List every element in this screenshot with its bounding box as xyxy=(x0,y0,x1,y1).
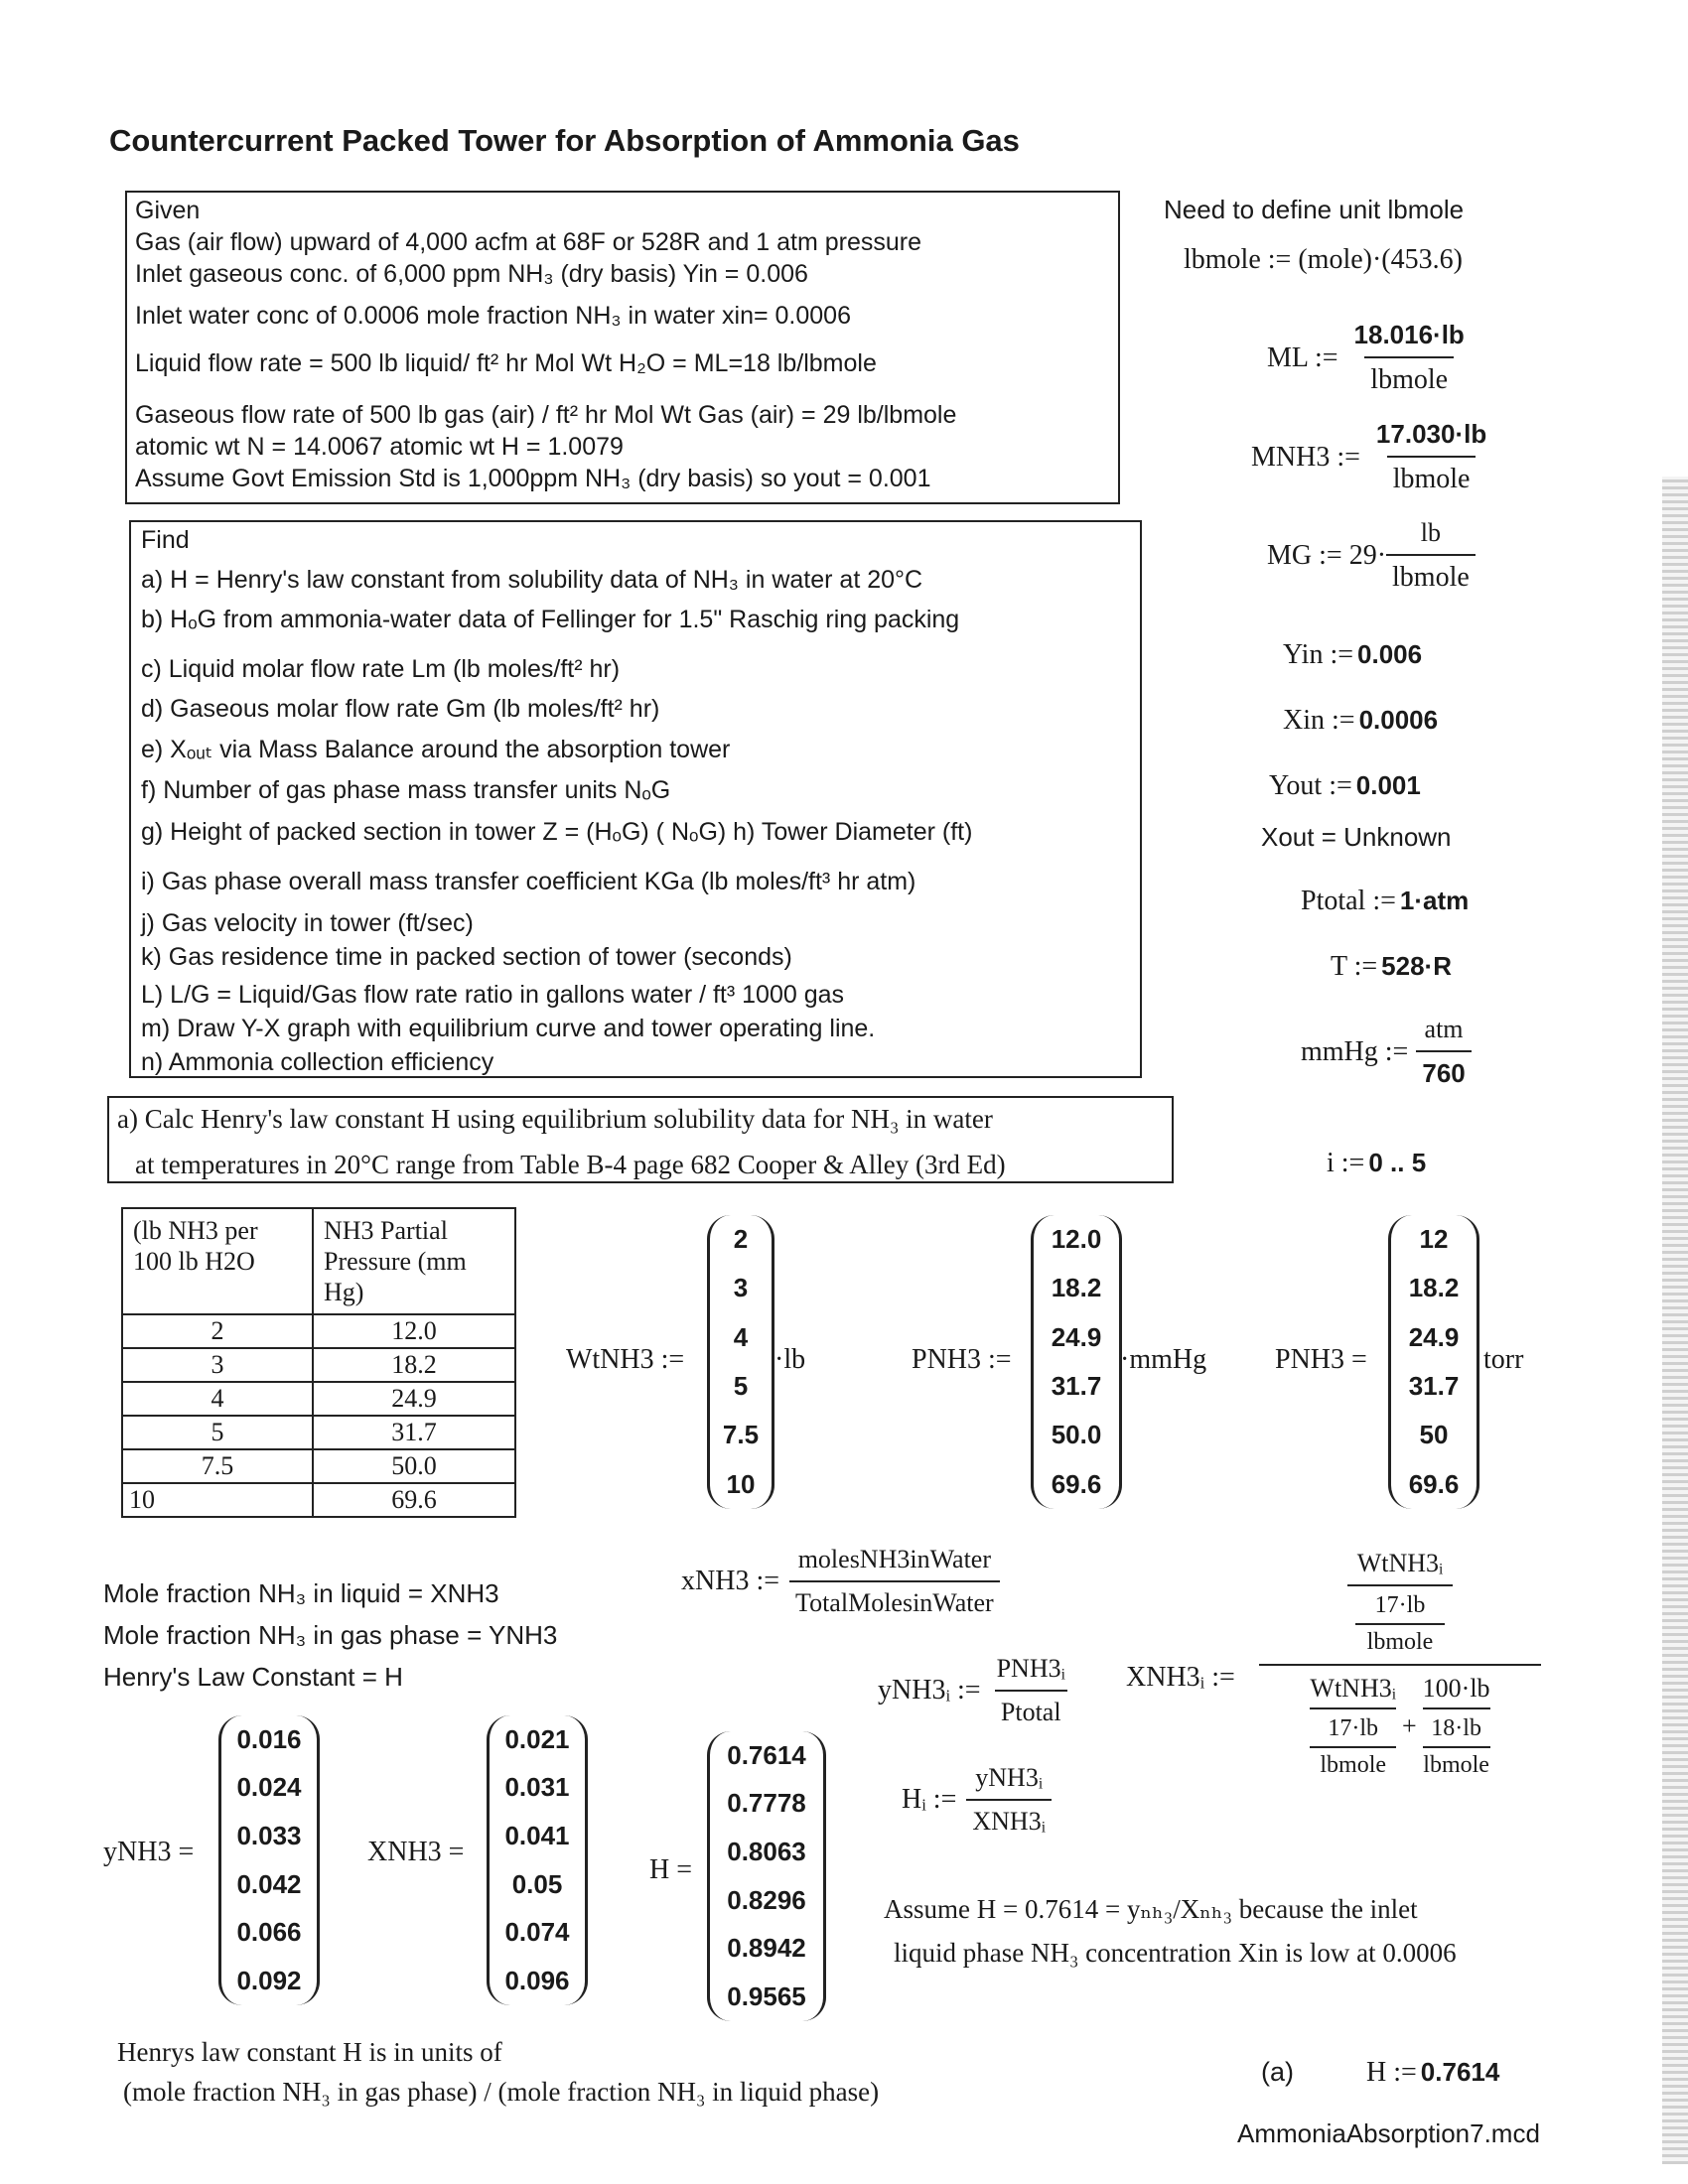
xnh3-denominator: TotalMolesinWater xyxy=(789,1580,1000,1618)
mnh3-numerator: 17.030·lb xyxy=(1375,419,1487,449)
mnh3-fraction xyxy=(1370,419,1492,495)
yin-definition xyxy=(1283,639,1422,671)
find-line-j: j) Gas velocity in tower (ft/sec) xyxy=(141,909,474,937)
find-box xyxy=(129,520,1142,1078)
yout-label: Yout := xyxy=(1269,770,1352,801)
matrix-cell: 0.092 xyxy=(236,1966,302,1996)
t-definition xyxy=(1331,951,1452,983)
assume-line-2: liquid phase NH₃ concentration Xin is low at 0.0006 xyxy=(894,1938,1457,1968)
mg-denominator: lbmole xyxy=(1386,554,1476,594)
xnh3i-den1-mid: 17·lb xyxy=(1310,1707,1396,1742)
xnh3i-num-mid xyxy=(1347,1584,1454,1619)
xnh3-definition xyxy=(681,1545,1000,1618)
ptotal-label: Ptotal := xyxy=(1301,886,1396,916)
xnh3-numerator: molesNH3inWater xyxy=(797,1545,992,1573)
need-unit-note: Need to define unit lbmole xyxy=(1164,195,1465,224)
mg-label: MG := 29· xyxy=(1267,540,1387,571)
ml-numerator: 18.016·lb xyxy=(1353,320,1465,349)
matrix-cell: 69.6 xyxy=(1408,1468,1460,1499)
mmhg-numerator: atm xyxy=(1424,1015,1464,1043)
find-line-l: L) L/G = Liquid/Gas flow rate ratio in gallons water / ft³ 1000 gas xyxy=(141,981,845,1009)
xnh3i-num-bot: lbmole xyxy=(1355,1623,1446,1656)
find-line-k: k) Gas residence time in packed section of tower (seconds) xyxy=(141,943,792,971)
matrix-cell: 10 xyxy=(726,1468,756,1499)
i-value: 0 .. 5 xyxy=(1368,1148,1427,1177)
xnh3i-denominator xyxy=(1259,1664,1541,1779)
answer-value: 0.7614 xyxy=(1420,2057,1500,2087)
matrix-cell: 5 xyxy=(733,1371,749,1402)
wtnh3-matrix xyxy=(707,1215,774,1509)
ml-label: ML := xyxy=(1267,341,1338,373)
find-line-n: n) Ammonia collection efficiency xyxy=(141,1048,494,1076)
i-label: i := xyxy=(1327,1148,1365,1178)
xnh3i-den2-mid: 18·lb xyxy=(1423,1707,1490,1742)
matrix-cell: 50.0 xyxy=(1051,1420,1102,1450)
matrix-cell: 18.2 xyxy=(1408,1273,1460,1303)
xnh3i-fraction xyxy=(1259,1549,1541,1779)
given-line-5: Gaseous flow rate of 500 lb gas (air) / ft² hr Mol Wt Gas (air) = 29 lb/lbmole xyxy=(135,401,957,429)
scan-edge xyxy=(1662,477,1688,2164)
ynh3i-label: yNH3ᵢ := xyxy=(878,1675,981,1706)
find-line-c: c) Liquid molar flow rate Lm (lb moles/ft² hr) xyxy=(141,655,621,683)
table-cell-wt: 4 xyxy=(122,1382,313,1416)
matrix-cell: 0.033 xyxy=(236,1821,302,1851)
page-title: Countercurrent Packed Tower for Absorption of Ammonia Gas xyxy=(109,123,1020,158)
find-line-f: f) Number of gas phase mass transfer units NₒG xyxy=(141,776,671,804)
find-line-m: m) Draw Y-X graph with equilibrium curve and tower operating line. xyxy=(141,1015,876,1042)
mnh3-definition xyxy=(1251,419,1492,495)
xout-note: Xout = Unknown xyxy=(1261,822,1452,852)
units-note-line-1: Henrys law constant H is in units of xyxy=(117,2037,502,2067)
pnh3-def-label: PNH3 := xyxy=(912,1344,1012,1375)
matrix-cell: 3 xyxy=(733,1273,749,1303)
matrix-cell: 7.5 xyxy=(722,1420,760,1450)
ml-denominator: lbmole xyxy=(1364,356,1454,396)
matrix-cell: 4 xyxy=(733,1321,749,1352)
wtnh3-label: WtNH3 := xyxy=(566,1344,685,1375)
table-header-pressure: NH3 Partial Pressure (mm Hg) xyxy=(313,1208,515,1314)
solubility-table xyxy=(121,1207,516,1518)
matrix-cell: 0.7614 xyxy=(727,1739,806,1770)
matrix-cell: 0.041 xyxy=(504,1821,570,1851)
given-line-3: Inlet water conc of 0.0006 mole fraction NH₃ in water xin= 0.0006 xyxy=(135,302,851,330)
ynh3-res-matrix xyxy=(218,1715,320,2005)
matrix-cell: 0.024 xyxy=(236,1772,302,1803)
mmhg-label: mmHg := xyxy=(1301,1035,1409,1067)
table-cell-wt: 3 xyxy=(122,1348,313,1382)
mnh3-label: MNH3 := xyxy=(1251,441,1360,473)
ynh3i-denominator: Ptotal xyxy=(995,1690,1067,1727)
lbmole-definition: lbmole := (mole)·(453.6) xyxy=(1184,244,1463,275)
pnh3-def-matrix xyxy=(1031,1215,1122,1509)
yout-definition xyxy=(1269,770,1421,802)
hi-numerator: yNH3ᵢ xyxy=(975,1763,1044,1792)
given-line-6: atomic wt N = 14.0067 atomic wt H = 1.0079 xyxy=(135,433,624,461)
table-cell-pressure: 31.7 xyxy=(313,1416,515,1449)
matrix-cell: 31.7 xyxy=(1408,1371,1460,1402)
find-line-g: g) Height of packed section in tower Z = (HₒG) ( NₒG) h) Tower Diameter (ft) xyxy=(141,818,973,846)
henry-constant-def: Henry's Law Constant = H xyxy=(103,1662,403,1692)
given-line-1: Gas (air flow) upward of 4,000 acfm at 68F or 528R and 1 atm pressure xyxy=(135,228,922,256)
given-box xyxy=(125,191,1120,504)
xnh3i-label: XNH3ᵢ := xyxy=(1126,1662,1235,1693)
table-cell-wt: 2 xyxy=(122,1314,313,1348)
matrix-cell: 18.2 xyxy=(1051,1273,1102,1303)
xnh3i-num-mid-text: 17·lb xyxy=(1374,1592,1426,1618)
ml-fraction xyxy=(1348,320,1471,396)
find-line-a: a) H = Henry's law constant from solubility data of NH₃ in water at 20°C xyxy=(141,566,923,594)
matrix-cell: 0.8942 xyxy=(727,1933,806,1964)
matrix-cell: 0.8063 xyxy=(727,1837,806,1867)
pnh3-res-matrix xyxy=(1388,1215,1479,1509)
matrix-cell: 69.6 xyxy=(1051,1468,1102,1499)
table-row xyxy=(122,1416,515,1449)
given-heading: Given xyxy=(135,197,201,224)
mole-fraction-gas: Mole fraction NH₃ in gas phase = YNH3 xyxy=(103,1620,558,1650)
matrix-cell: 0.066 xyxy=(236,1917,302,1948)
find-line-b: b) HₒG from ammonia-water data of Fellinger for 1.5" Raschig ring packing xyxy=(141,606,960,633)
table-row xyxy=(122,1314,515,1348)
yout-value: 0.001 xyxy=(1355,770,1421,800)
h-res-matrix xyxy=(707,1731,826,2021)
ynh3i-fraction xyxy=(991,1654,1071,1727)
xnh3-def-label: xNH3 := xyxy=(681,1566,780,1596)
hi-label: Hᵢ := xyxy=(902,1784,957,1815)
xnh3i-den-term2 xyxy=(1423,1674,1490,1779)
matrix-cell: 12 xyxy=(1419,1224,1449,1255)
xnh3i-den1-top: WtNH3ᵢ xyxy=(1310,1674,1396,1703)
mole-fraction-liquid: Mole fraction NH₃ in liquid = XNH3 xyxy=(103,1578,499,1608)
plus-sign: + xyxy=(1402,1711,1417,1740)
given-line-4: Liquid flow rate = 500 lb liquid/ ft² hr Mol Wt H₂O = ML=18 lb/lbmole xyxy=(135,349,877,377)
xnh3i-den-term1 xyxy=(1310,1674,1396,1779)
table-row xyxy=(122,1483,515,1517)
matrix-cell: 31.7 xyxy=(1051,1371,1102,1402)
matrix-cell: 24.9 xyxy=(1408,1321,1460,1352)
xnh3-fraction xyxy=(789,1545,1000,1618)
t-value: 528·R xyxy=(1381,951,1452,981)
section-a-line-1: a) Calc Henry's law constant H using equilibrium solubility data for NH₃ in water xyxy=(117,1104,993,1134)
table-cell-pressure: 24.9 xyxy=(313,1382,515,1416)
mg-numerator: lb xyxy=(1420,518,1442,547)
matrix-cell: 0.05 xyxy=(511,1868,563,1899)
mg-definition xyxy=(1267,518,1476,594)
xnh3-res-matrix xyxy=(487,1715,588,2005)
ml-definition xyxy=(1267,320,1471,396)
i-range-definition xyxy=(1327,1148,1426,1179)
matrix-cell: 0.7778 xyxy=(727,1788,806,1819)
table-cell-pressure: 18.2 xyxy=(313,1348,515,1382)
table-row xyxy=(122,1449,515,1483)
mmhg-fraction xyxy=(1416,1015,1471,1089)
pnh3-def-unit: ·mmHg xyxy=(1120,1344,1207,1375)
matrix-cell: 0.031 xyxy=(504,1772,570,1803)
xnh3i-den2-bot: lbmole xyxy=(1423,1746,1490,1779)
mmhg-definition xyxy=(1301,1015,1472,1089)
find-heading: Find xyxy=(141,526,190,554)
mmhg-denominator: 760 xyxy=(1416,1050,1471,1089)
matrix-cell: 24.9 xyxy=(1051,1321,1102,1352)
xin-definition xyxy=(1283,705,1438,737)
hi-definition xyxy=(902,1763,1052,1837)
hi-denominator: XNH3ᵢ xyxy=(966,1799,1052,1837)
matrix-cell: 0.9565 xyxy=(727,1981,806,2012)
pnh3-res-label: PNH3 = xyxy=(1275,1344,1367,1375)
table-cell-wt: 10 xyxy=(122,1483,313,1517)
find-line-i: i) Gas phase overall mass transfer coefficient KGa (lb moles/ft³ hr atm) xyxy=(141,868,916,895)
xnh3i-num-top: WtNH3ᵢ xyxy=(1356,1549,1444,1577)
table-cell-wt: 5 xyxy=(122,1416,313,1449)
hi-fraction xyxy=(966,1763,1052,1837)
yin-value: 0.006 xyxy=(1357,639,1423,669)
ynh3i-numerator: PNH3ᵢ xyxy=(996,1654,1065,1683)
ynh3i-definition xyxy=(878,1654,1071,1727)
xnh3i-den1-bot: lbmole xyxy=(1310,1746,1396,1779)
pnh3-res-unit: torr xyxy=(1483,1344,1524,1375)
section-a-box xyxy=(107,1096,1174,1183)
matrix-cell: 0.016 xyxy=(236,1723,302,1754)
yin-label: Yin := xyxy=(1283,639,1354,670)
matrix-cell: 0.042 xyxy=(236,1868,302,1899)
h-res-label: H = xyxy=(649,1854,693,1885)
answer-h xyxy=(1366,2057,1499,2089)
xin-label: Xin := xyxy=(1283,705,1355,736)
table-cell-pressure: 50.0 xyxy=(313,1449,515,1483)
mg-fraction xyxy=(1386,518,1476,594)
answer-label: H := xyxy=(1366,2057,1417,2088)
matrix-cell: 0.021 xyxy=(504,1723,570,1754)
xnh3i-den2-top: 100·lb xyxy=(1422,1674,1490,1703)
matrix-cell: 50 xyxy=(1419,1420,1449,1450)
xnh3-res-label: XNH3 = xyxy=(367,1837,465,1867)
given-line-2: Inlet gaseous conc. of 6,000 ppm NH₃ (dry basis) Yin = 0.006 xyxy=(135,260,808,288)
table-header-wt: (lb NH3 per 100 lb H2O xyxy=(122,1208,313,1314)
table-cell-pressure: 12.0 xyxy=(313,1314,515,1348)
units-note-line-2: (mole fraction NH₃ in gas phase) / (mole fraction NH₃ in liquid phase) xyxy=(123,2077,880,2107)
table-header-row xyxy=(122,1208,515,1314)
section-a-line-2: at temperatures in 20°C range from Table B-4 page 682 Cooper & Alley (3rd Ed) xyxy=(135,1150,1006,1179)
file-name: AmmoniaAbsorption7.mcd xyxy=(1237,2118,1540,2148)
t-label: T := xyxy=(1331,951,1378,982)
matrix-cell: 12.0 xyxy=(1051,1224,1102,1255)
answer-tag: (a) xyxy=(1261,2057,1294,2087)
table-cell-pressure: 69.6 xyxy=(313,1483,515,1517)
table-cell-wt: 7.5 xyxy=(122,1449,313,1483)
ynh3-res-label: yNH3 = xyxy=(103,1837,195,1867)
xnh3i-numerator xyxy=(1347,1549,1454,1656)
ptotal-definition xyxy=(1301,886,1469,917)
matrix-cell: 0.074 xyxy=(504,1917,570,1948)
find-line-d: d) Gaseous molar flow rate Gm (lb moles/ft² hr) xyxy=(141,695,660,723)
mnh3-denominator: lbmole xyxy=(1387,456,1477,495)
find-line-e: e) Xₒᵤₜ via Mass Balance around the absorption tower xyxy=(141,736,731,763)
table-row xyxy=(122,1348,515,1382)
matrix-cell: 0.096 xyxy=(504,1966,570,1996)
wtnh3-unit: ·lb xyxy=(774,1344,806,1375)
xin-value: 0.0006 xyxy=(1358,705,1439,735)
given-line-7: Assume Govt Emission Std is 1,000ppm NH₃ (dry basis) so yout = 0.001 xyxy=(135,465,931,492)
assume-line-1: Assume H = 0.7614 = yₙₕ₃/Xₙₕ₃ because the inlet xyxy=(884,1894,1418,1924)
matrix-cell: 0.8296 xyxy=(727,1884,806,1915)
ptotal-value: 1·atm xyxy=(1399,886,1470,915)
table-row xyxy=(122,1382,515,1416)
matrix-cell: 2 xyxy=(733,1224,749,1255)
